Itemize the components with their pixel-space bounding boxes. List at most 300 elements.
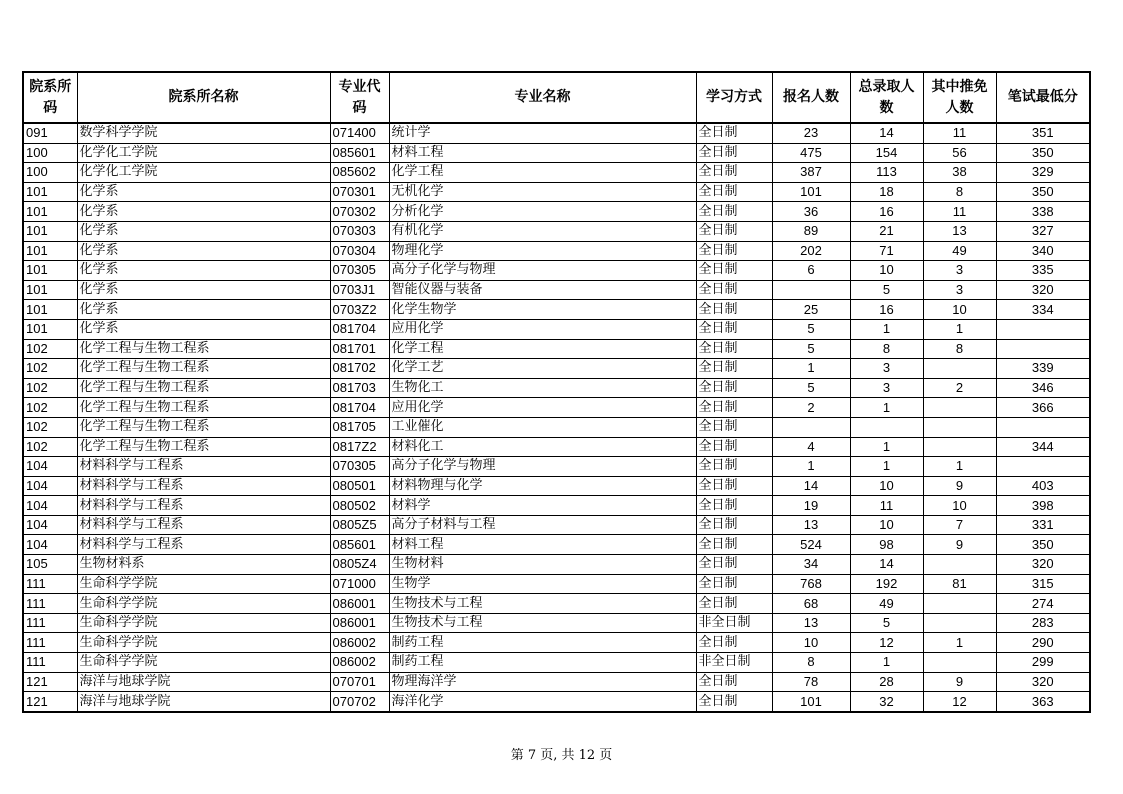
table-row [23,163,1090,183]
cell-applicants: 68 [772,594,850,614]
cell-dept-code: 104 [23,515,77,535]
cell-major-code: 085601 [330,535,389,555]
cell-applicants: 387 [772,163,850,183]
cell-major-name: 材料工程 [389,535,696,555]
cell-dept-code: 121 [23,672,77,692]
cell-dept-name: 化学系 [77,221,330,241]
cell-total-admitted: 16 [850,202,923,222]
table-row [23,143,1090,163]
table-row [23,123,1090,143]
cell-major-code: 0805Z5 [330,515,389,535]
cell-dept-code: 101 [23,241,77,261]
cell-major-code: 086002 [330,653,389,673]
table-row [23,437,1090,457]
cell-major-code: 085602 [330,163,389,183]
cell-recommended [923,613,996,633]
cell-major-name: 生物材料 [389,555,696,575]
cell-dept-name: 化学系 [77,319,330,339]
cell-major-code: 081701 [330,339,389,359]
cell-min-score: 338 [996,202,1090,222]
cell-dept-name: 生物材料系 [77,555,330,575]
cell-dept-code: 101 [23,280,77,300]
cell-dept-name: 材料科学与工程系 [77,515,330,535]
cell-dept-name: 化学系 [77,261,330,281]
cell-study-mode: 全日制 [696,123,772,143]
cell-major-code: 070702 [330,692,389,712]
cell-major-code: 081702 [330,359,389,379]
cell-dept-name: 化学系 [77,182,330,202]
cell-dept-code: 100 [23,143,77,163]
cell-study-mode: 全日制 [696,378,772,398]
table-row [23,398,1090,418]
cell-major-code: 071000 [330,574,389,594]
cell-applicants: 1 [772,359,850,379]
cell-major-name: 应用化学 [389,319,696,339]
cell-min-score: 366 [996,398,1090,418]
cell-study-mode: 全日制 [696,280,772,300]
cell-dept-code: 102 [23,378,77,398]
cell-total-admitted: 5 [850,613,923,633]
table-row [23,417,1090,437]
cell-min-score: 331 [996,515,1090,535]
cell-recommended: 9 [923,535,996,555]
table-header [23,72,1090,123]
cell-recommended: 3 [923,280,996,300]
cell-recommended [923,437,996,457]
admissions-table [22,71,1091,713]
cell-major-code: 0703Z2 [330,300,389,320]
cell-major-name: 生物化工 [389,378,696,398]
table-row [23,535,1090,555]
cell-major-name: 无机化学 [389,182,696,202]
cell-applicants: 5 [772,319,850,339]
cell-dept-code: 101 [23,182,77,202]
cell-major-name: 有机化学 [389,221,696,241]
cell-total-admitted: 192 [850,574,923,594]
cell-recommended: 1 [923,457,996,477]
cell-major-code: 070302 [330,202,389,222]
cell-study-mode: 全日制 [696,143,772,163]
cell-total-admitted: 18 [850,182,923,202]
cell-min-score: 351 [996,123,1090,143]
table-row [23,319,1090,339]
cell-dept-name: 化学工程与生物工程系 [77,339,330,359]
table-row [23,221,1090,241]
cell-major-code: 0817Z2 [330,437,389,457]
cell-applicants: 36 [772,202,850,222]
cell-dept-code: 101 [23,261,77,281]
cell-dept-code: 102 [23,339,77,359]
cell-major-name: 制药工程 [389,653,696,673]
cell-major-name: 高分子化学与物理 [389,457,696,477]
table-row [23,653,1090,673]
cell-major-code: 081705 [330,417,389,437]
cell-total-admitted: 10 [850,261,923,281]
cell-major-code: 0703J1 [330,280,389,300]
cell-dept-name: 生命科学学院 [77,594,330,614]
cell-total-admitted: 10 [850,515,923,535]
cell-recommended: 11 [923,123,996,143]
cell-major-name: 工业催化 [389,417,696,437]
cell-applicants: 101 [772,692,850,712]
cell-study-mode: 全日制 [696,457,772,477]
cell-major-code: 086001 [330,594,389,614]
cell-dept-name: 生命科学学院 [77,633,330,653]
cell-study-mode: 全日制 [696,672,772,692]
cell-dept-name: 化学工程与生物工程系 [77,359,330,379]
cell-study-mode: 全日制 [696,496,772,516]
cell-recommended: 2 [923,378,996,398]
cell-dept-code: 091 [23,123,77,143]
cell-study-mode: 全日制 [696,437,772,457]
table-row [23,339,1090,359]
cell-applicants: 6 [772,261,850,281]
cell-min-score [996,417,1090,437]
cell-dept-code: 102 [23,437,77,457]
cell-dept-name: 材料科学与工程系 [77,535,330,555]
cell-dept-name: 海洋与地球学院 [77,672,330,692]
cell-recommended: 49 [923,241,996,261]
table-body [23,123,1090,712]
cell-recommended [923,417,996,437]
cell-total-admitted: 16 [850,300,923,320]
cell-study-mode: 全日制 [696,319,772,339]
cell-dept-name: 生命科学学院 [77,574,330,594]
cell-major-name: 统计学 [389,123,696,143]
cell-dept-name: 化学工程与生物工程系 [77,398,330,418]
cell-recommended: 9 [923,672,996,692]
cell-recommended: 1 [923,633,996,653]
cell-study-mode: 全日制 [696,515,772,535]
cell-recommended [923,594,996,614]
header-major-name: 专业名称 [389,72,696,123]
cell-dept-code: 102 [23,417,77,437]
cell-recommended [923,653,996,673]
cell-recommended: 9 [923,476,996,496]
cell-study-mode: 全日制 [696,163,772,183]
cell-study-mode: 全日制 [696,300,772,320]
cell-total-admitted: 1 [850,653,923,673]
cell-applicants: 475 [772,143,850,163]
table-row [23,359,1090,379]
cell-major-code: 070305 [330,261,389,281]
cell-dept-code: 101 [23,202,77,222]
cell-study-mode: 全日制 [696,417,772,437]
cell-major-name: 分析化学 [389,202,696,222]
cell-applicants: 5 [772,378,850,398]
header-row [23,72,1090,123]
cell-min-score: 350 [996,535,1090,555]
cell-major-code: 070303 [330,221,389,241]
cell-recommended: 12 [923,692,996,712]
cell-total-admitted: 1 [850,457,923,477]
cell-recommended [923,359,996,379]
cell-major-name: 材料工程 [389,143,696,163]
cell-dept-code: 101 [23,300,77,320]
table-row [23,672,1090,692]
header-dept-code: 院系所码 [23,72,77,123]
cell-major-code: 086002 [330,633,389,653]
cell-applicants: 524 [772,535,850,555]
table-row [23,280,1090,300]
cell-total-admitted: 1 [850,398,923,418]
cell-dept-code: 104 [23,535,77,555]
cell-study-mode: 全日制 [696,241,772,261]
cell-study-mode: 全日制 [696,261,772,281]
cell-major-code: 070701 [330,672,389,692]
cell-min-score: 274 [996,594,1090,614]
cell-major-name: 材料学 [389,496,696,516]
table-row [23,476,1090,496]
cell-dept-code: 104 [23,496,77,516]
cell-major-name: 智能仪器与装备 [389,280,696,300]
cell-min-score [996,339,1090,359]
cell-recommended: 8 [923,182,996,202]
cell-min-score [996,457,1090,477]
cell-total-admitted: 28 [850,672,923,692]
cell-total-admitted: 3 [850,359,923,379]
cell-applicants: 23 [772,123,850,143]
cell-applicants: 25 [772,300,850,320]
cell-min-score: 320 [996,555,1090,575]
cell-applicants: 13 [772,515,850,535]
cell-total-admitted: 14 [850,555,923,575]
cell-major-code: 080501 [330,476,389,496]
cell-study-mode: 全日制 [696,398,772,418]
cell-total-admitted: 8 [850,339,923,359]
cell-major-code: 0805Z4 [330,555,389,575]
cell-study-mode: 全日制 [696,182,772,202]
cell-min-score: 320 [996,672,1090,692]
cell-recommended: 13 [923,221,996,241]
cell-dept-code: 111 [23,633,77,653]
table-row [23,457,1090,477]
cell-study-mode: 全日制 [696,535,772,555]
page-footer: 第 7 页, 共 12 页 [510,748,613,763]
cell-total-admitted: 11 [850,496,923,516]
cell-major-code: 081704 [330,319,389,339]
cell-study-mode: 全日制 [696,574,772,594]
cell-recommended: 1 [923,319,996,339]
cell-major-name: 海洋化学 [389,692,696,712]
cell-study-mode: 全日制 [696,594,772,614]
cell-applicants: 101 [772,182,850,202]
table-row [23,378,1090,398]
cell-min-score: 290 [996,633,1090,653]
cell-applicants: 2 [772,398,850,418]
cell-dept-code: 101 [23,319,77,339]
cell-applicants: 768 [772,574,850,594]
cell-dept-code: 111 [23,574,77,594]
cell-min-score: 340 [996,241,1090,261]
cell-dept-name: 化学工程与生物工程系 [77,417,330,437]
cell-major-name: 生物技术与工程 [389,613,696,633]
cell-recommended: 38 [923,163,996,183]
cell-applicants: 34 [772,555,850,575]
cell-dept-name: 化学化工学院 [77,163,330,183]
cell-total-admitted: 154 [850,143,923,163]
cell-major-code: 081704 [330,398,389,418]
cell-major-name: 生物技术与工程 [389,594,696,614]
cell-total-admitted: 14 [850,123,923,143]
cell-dept-name: 数学科学学院 [77,123,330,143]
cell-major-name: 制药工程 [389,633,696,653]
cell-min-score: 339 [996,359,1090,379]
cell-recommended: 3 [923,261,996,281]
cell-applicants [772,417,850,437]
cell-major-name: 化学工程 [389,339,696,359]
cell-applicants: 19 [772,496,850,516]
cell-major-code: 085601 [330,143,389,163]
cell-dept-code: 104 [23,457,77,477]
table-row [23,633,1090,653]
cell-major-name: 化学工程 [389,163,696,183]
table-row [23,555,1090,575]
cell-recommended: 81 [923,574,996,594]
cell-major-name: 物理化学 [389,241,696,261]
cell-major-code: 071400 [330,123,389,143]
cell-dept-name: 材料科学与工程系 [77,457,330,477]
cell-total-admitted: 21 [850,221,923,241]
cell-total-admitted [850,417,923,437]
cell-study-mode: 非全日制 [696,613,772,633]
cell-min-score: 346 [996,378,1090,398]
cell-recommended: 10 [923,300,996,320]
cell-major-name: 化学工艺 [389,359,696,379]
table-row [23,300,1090,320]
cell-applicants: 1 [772,457,850,477]
cell-total-admitted: 1 [850,319,923,339]
cell-min-score: 350 [996,143,1090,163]
cell-total-admitted: 113 [850,163,923,183]
cell-total-admitted: 71 [850,241,923,261]
cell-min-score: 344 [996,437,1090,457]
cell-min-score: 329 [996,163,1090,183]
cell-major-name: 应用化学 [389,398,696,418]
cell-min-score: 334 [996,300,1090,320]
cell-major-name: 化学生物学 [389,300,696,320]
cell-dept-name: 材料科学与工程系 [77,496,330,516]
cell-study-mode: 全日制 [696,339,772,359]
cell-study-mode: 全日制 [696,692,772,712]
cell-min-score: 327 [996,221,1090,241]
table-row [23,202,1090,222]
cell-min-score: 363 [996,692,1090,712]
cell-major-name: 高分子材料与工程 [389,515,696,535]
cell-total-admitted: 1 [850,437,923,457]
cell-recommended [923,555,996,575]
cell-study-mode: 全日制 [696,359,772,379]
cell-min-score: 335 [996,261,1090,281]
cell-dept-name: 化学工程与生物工程系 [77,378,330,398]
table-row [23,692,1090,712]
header-major-code: 专业代码 [330,72,389,123]
cell-total-admitted: 5 [850,280,923,300]
cell-total-admitted: 49 [850,594,923,614]
table-row [23,496,1090,516]
cell-dept-name: 化学工程与生物工程系 [77,437,330,457]
cell-applicants: 89 [772,221,850,241]
table-row [23,241,1090,261]
cell-dept-name: 生命科学学院 [77,613,330,633]
cell-dept-code: 121 [23,692,77,712]
cell-dept-name: 化学系 [77,202,330,222]
cell-dept-code: 102 [23,359,77,379]
cell-min-score [996,319,1090,339]
cell-study-mode: 全日制 [696,221,772,241]
cell-major-code: 070305 [330,457,389,477]
cell-dept-code: 100 [23,163,77,183]
cell-min-score: 350 [996,182,1090,202]
cell-applicants: 4 [772,437,850,457]
cell-total-admitted: 32 [850,692,923,712]
cell-total-admitted: 98 [850,535,923,555]
cell-major-code: 080502 [330,496,389,516]
cell-min-score: 403 [996,476,1090,496]
cell-dept-name: 化学化工学院 [77,143,330,163]
cell-recommended: 7 [923,515,996,535]
cell-major-code: 070301 [330,182,389,202]
cell-recommended: 11 [923,202,996,222]
table-row [23,574,1090,594]
cell-applicants [772,280,850,300]
cell-applicants: 8 [772,653,850,673]
cell-major-name: 材料化工 [389,437,696,457]
header-total-admitted: 总录取人数 [850,72,923,123]
cell-dept-name: 生命科学学院 [77,653,330,673]
cell-min-score: 315 [996,574,1090,594]
cell-study-mode: 非全日制 [696,653,772,673]
cell-dept-code: 111 [23,594,77,614]
cell-recommended: 10 [923,496,996,516]
cell-total-admitted: 12 [850,633,923,653]
table-row [23,261,1090,281]
cell-study-mode: 全日制 [696,476,772,496]
cell-min-score: 320 [996,280,1090,300]
cell-dept-name: 材料科学与工程系 [77,476,330,496]
cell-study-mode: 全日制 [696,555,772,575]
cell-major-code: 070304 [330,241,389,261]
cell-dept-code: 105 [23,555,77,575]
cell-dept-code: 111 [23,613,77,633]
cell-major-name: 生物学 [389,574,696,594]
cell-major-name: 材料物理与化学 [389,476,696,496]
cell-dept-name: 化学系 [77,241,330,261]
cell-applicants: 5 [772,339,850,359]
cell-recommended: 8 [923,339,996,359]
cell-min-score: 398 [996,496,1090,516]
cell-dept-code: 101 [23,221,77,241]
cell-recommended [923,398,996,418]
cell-total-admitted: 10 [850,476,923,496]
cell-dept-code: 104 [23,476,77,496]
cell-min-score: 299 [996,653,1090,673]
cell-applicants: 202 [772,241,850,261]
cell-dept-name: 化学系 [77,300,330,320]
cell-major-name: 高分子化学与物理 [389,261,696,281]
header-applicants: 报名人数 [772,72,850,123]
cell-dept-name: 化学系 [77,280,330,300]
cell-min-score: 283 [996,613,1090,633]
cell-applicants: 78 [772,672,850,692]
cell-study-mode: 全日制 [696,202,772,222]
cell-applicants: 14 [772,476,850,496]
header-recommended: 其中推免人数 [923,72,996,123]
cell-total-admitted: 3 [850,378,923,398]
cell-major-name: 物理海洋学 [389,672,696,692]
table-row [23,182,1090,202]
cell-dept-code: 111 [23,653,77,673]
